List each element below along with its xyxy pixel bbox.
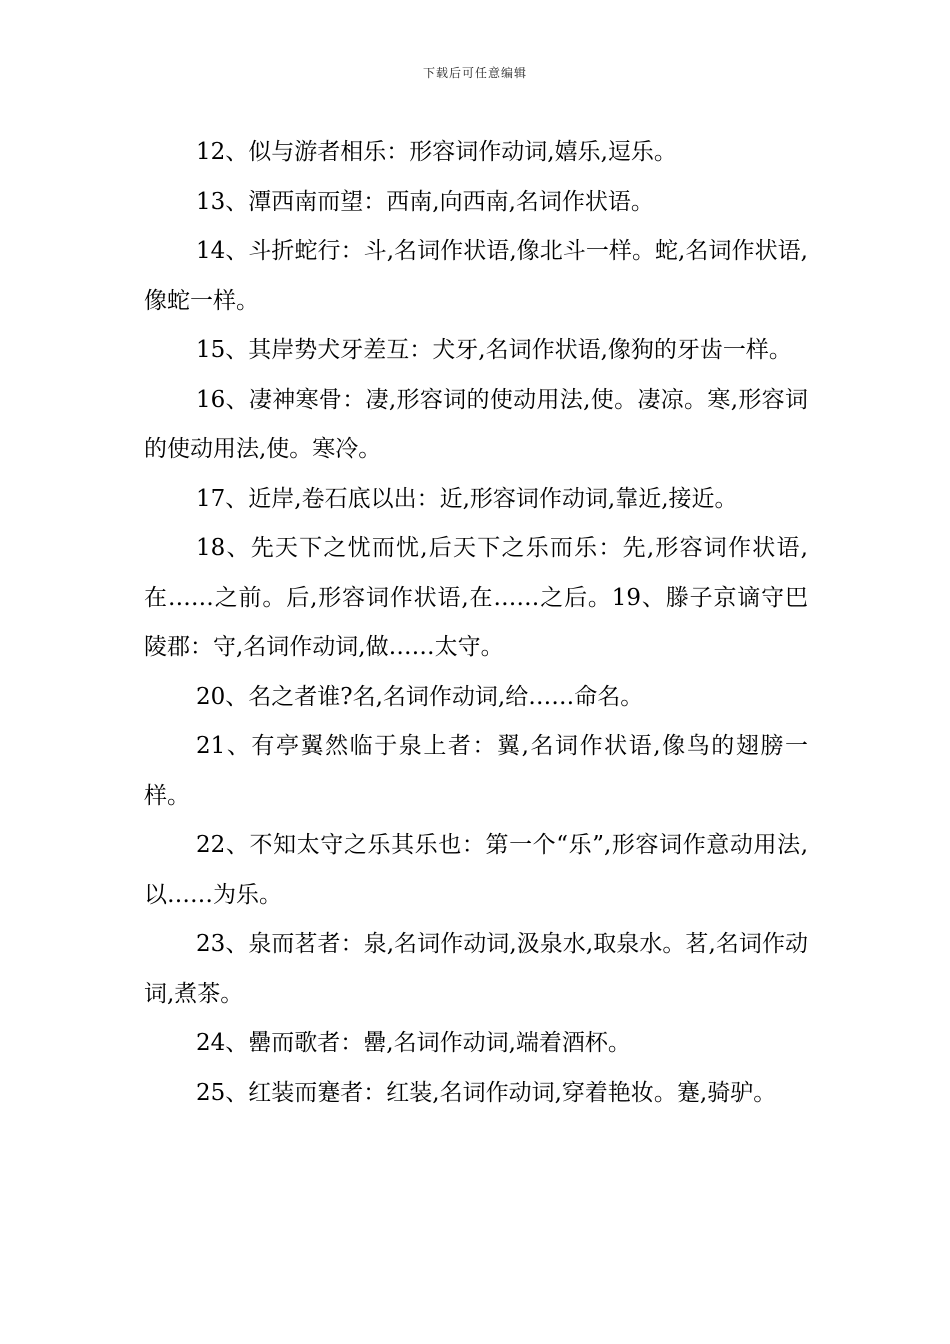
paragraph-23: 23、泉而茗者：泉,名词作动词,汲泉水,取泉水。茗,名词作动词,煮茶。 xyxy=(144,931,808,1007)
paragraph-25: 25、红装而蹇者：红装,名词作动词,穿着艳妆。蹇,骑驴。 xyxy=(196,1079,777,1106)
paragraph-20: 20、名之者谁?名,名词作动词,给……命名。 xyxy=(196,683,644,710)
paragraph-16: 16、凄神寒骨：凄,形容词的使动用法,使。凄凉。寒,形容词的使动用法,使。寒冷。 xyxy=(144,386,808,462)
paragraph-24: 24、罍而歌者：罍,名词作动词,端着酒杯。 xyxy=(196,1030,631,1056)
paragraph-13: 13、潭西南而望：西南,向西南,名词作状语。 xyxy=(196,188,654,215)
paragraph-21: 21、有亭翼然临于泉上者：翼,名词作状语,像鸟的翅膀一样。 xyxy=(144,733,808,809)
paragraph-14: 14、斗折蛇行：斗,名词作状语,像北斗一样。蛇,名词作状语,像蛇一样。 xyxy=(144,238,808,314)
paragraph-15: 15、其岸势犬牙差互：犬牙,名词作状语,像狗的牙齿一样。 xyxy=(196,337,792,363)
paragraph-22: 22、不知太守之乐其乐也：第一个“乐”,形容词作意动用法,以……为乐。 xyxy=(144,832,808,908)
paragraph-12: 12、似与游者相乐：形容词作动词,嬉乐,逗乐。 xyxy=(196,139,677,165)
document-body xyxy=(144,128,808,1118)
page-header: 下载后可任意编辑 xyxy=(422,66,527,80)
paragraph-18-19: 18、先天下之忧而忧,后天下之乐而乐：先,形容词作状语,在……之前。后,形容词作状语,在……之后。19、滕子京谪守巴陵郡：守,名词作动词,做……太守。 xyxy=(144,535,808,660)
paragraph-17: 17、近岸,卷石底以出：近,形容词作动词,靠近,接近。 xyxy=(196,485,738,512)
